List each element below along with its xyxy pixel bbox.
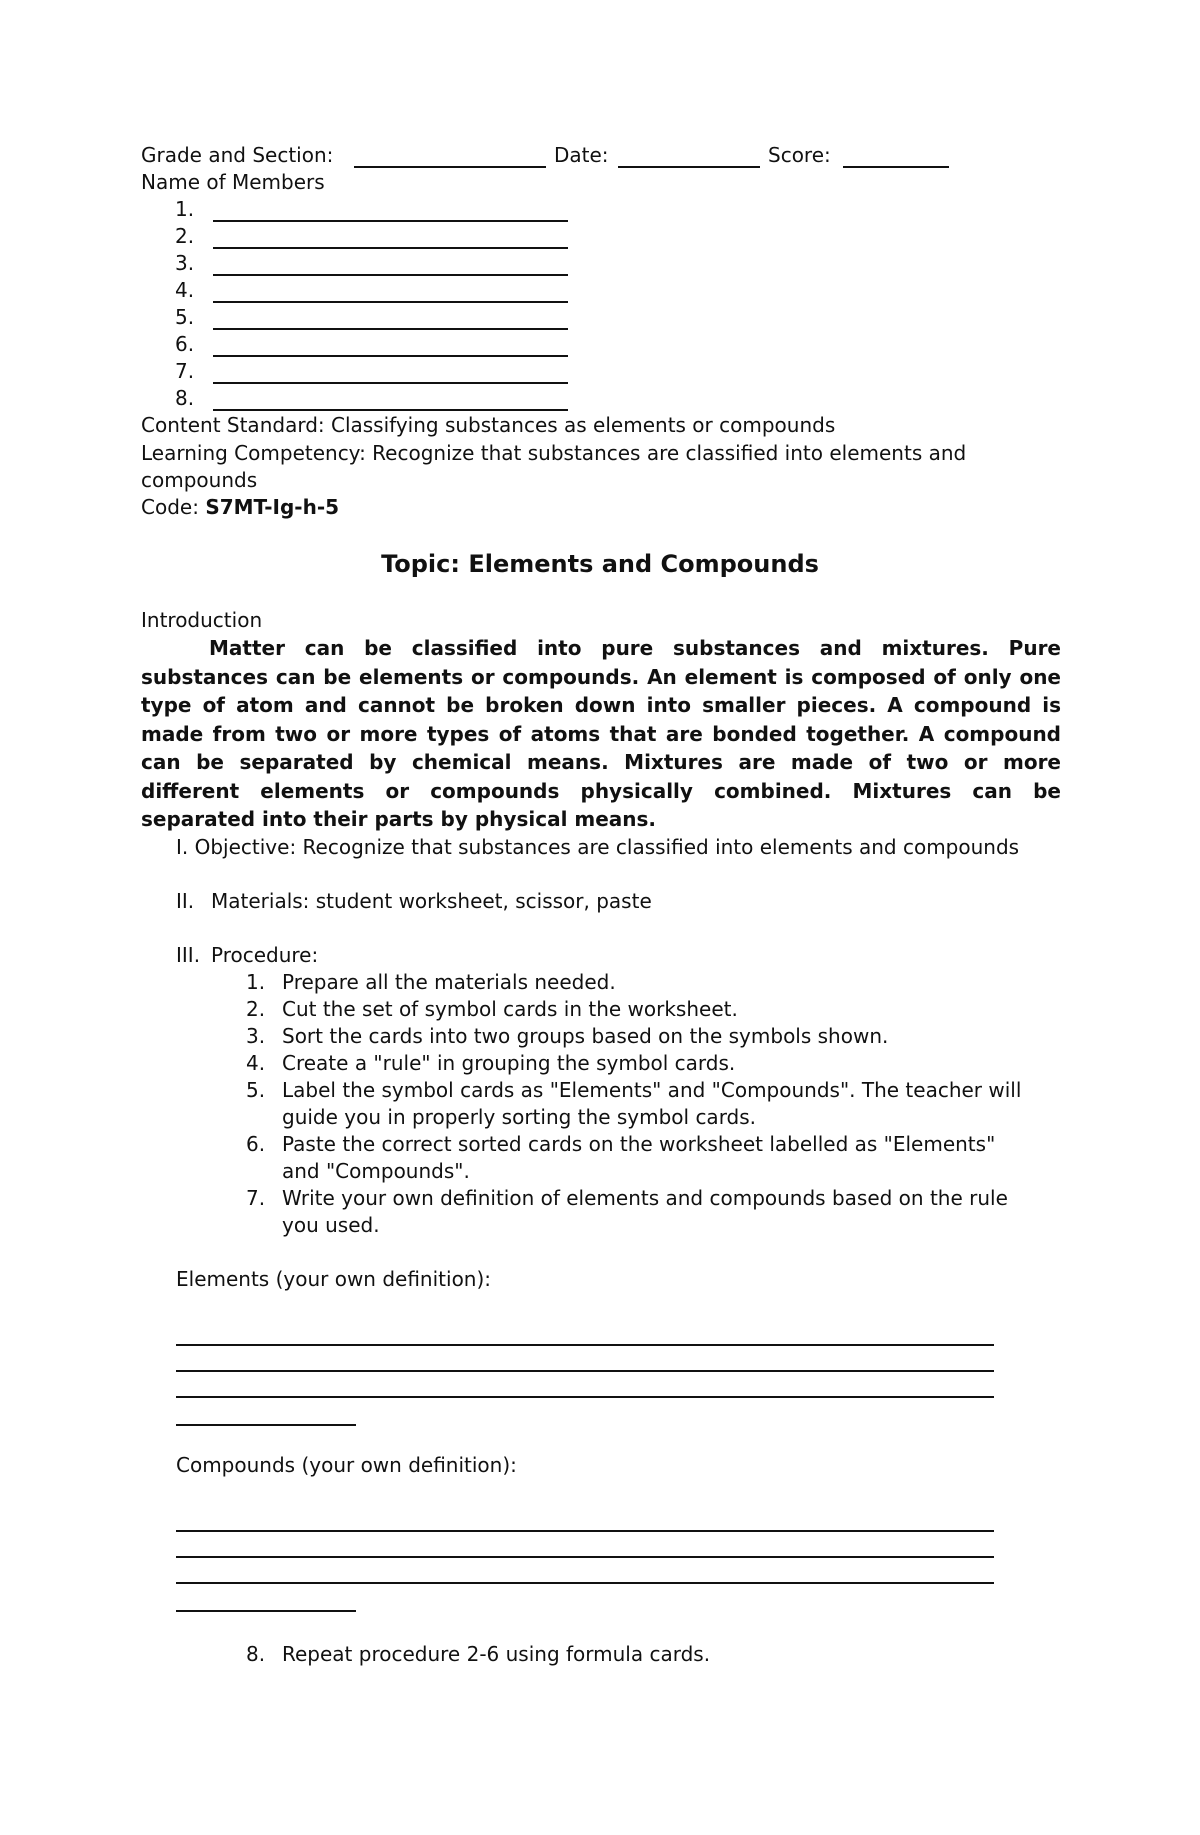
procedure-label: Procedure: (211, 943, 319, 967)
step-number: 3. (246, 1024, 266, 1048)
date-label: Date: (554, 143, 609, 167)
member-blank[interactable] (213, 355, 568, 357)
member-blank[interactable] (213, 274, 568, 276)
member-number: 1. (175, 197, 195, 221)
materials-number: II. (176, 889, 195, 913)
topic-title: Topic: Elements and Compounds (381, 550, 819, 578)
member-blank[interactable] (213, 247, 568, 249)
step-text: Repeat procedure 2-6 using formula cards. (282, 1642, 711, 1666)
step-text: Write your own definition of elements and compounds based on the rule (282, 1186, 1008, 1210)
member-number: 6. (175, 332, 195, 356)
grade-section-blank[interactable] (354, 166, 546, 168)
score-blank[interactable] (843, 166, 949, 168)
step-number: 8. (246, 1642, 266, 1666)
member-blank[interactable] (213, 328, 568, 330)
grade-section-label: Grade and Section: (141, 143, 334, 167)
step-text-cont: guide you in properly sorting the symbol cards. (282, 1105, 757, 1129)
step-number: 6. (246, 1132, 266, 1156)
step-text: Prepare all the materials needed. (282, 970, 616, 994)
compounds-answer-line[interactable] (176, 1556, 994, 1558)
step-number: 2. (246, 997, 266, 1021)
elements-answer-line[interactable] (176, 1344, 994, 1346)
code-value: S7MT-Ig-h-5 (205, 495, 340, 519)
procedure-number: III. (176, 943, 201, 967)
compounds-answer-line[interactable] (176, 1582, 994, 1584)
elements-answer-line[interactable] (176, 1370, 994, 1372)
materials-text: Materials: student worksheet, scissor, paste (211, 889, 652, 913)
content-standard: Content Standard: Classifying substances as elements or compounds (141, 413, 836, 437)
step-text-cont: you used. (282, 1213, 380, 1237)
member-number: 5. (175, 305, 195, 329)
member-number: 4. (175, 278, 195, 302)
intro-heading: Introduction (141, 608, 263, 632)
score-label: Score: (768, 143, 831, 167)
step-number: 7. (246, 1186, 266, 1210)
step-text: Create a "rule" in grouping the symbol cards. (282, 1051, 736, 1075)
elements-answer-line[interactable] (176, 1424, 356, 1426)
member-blank[interactable] (213, 301, 568, 303)
code-line (141, 494, 339, 521)
date-blank[interactable] (618, 166, 760, 168)
member-blank[interactable] (213, 220, 568, 222)
compounds-answer-line[interactable] (176, 1610, 356, 1612)
member-number: 3. (175, 251, 195, 275)
elements-definition-label: Elements (your own definition): (176, 1267, 492, 1291)
member-blank[interactable] (213, 382, 568, 384)
compounds-answer-line[interactable] (176, 1530, 994, 1532)
step-text-cont: and "Compounds". (282, 1159, 470, 1183)
member-number: 7. (175, 359, 195, 383)
member-number: 8. (175, 386, 195, 410)
members-label: Name of Members (141, 170, 325, 194)
code-label: Code: (141, 495, 199, 519)
step-number: 1. (246, 970, 266, 994)
compounds-definition-label: Compounds (your own definition): (176, 1453, 517, 1477)
step-text: Label the symbol cards as "Elements" and "Compounds". The teacher will (282, 1078, 1022, 1102)
step-number: 4. (246, 1051, 266, 1075)
step-number: 5. (246, 1078, 266, 1102)
member-blank[interactable] (213, 409, 568, 411)
objective: I. Objective: Recognize that substances are classified into elements and compounds (176, 835, 1020, 859)
learning-competency-cont: compounds (141, 468, 258, 492)
intro-paragraph: Matter can be classified into pure substances and mixtures. Pure substances can be elements or compounds. An element is composed of only one type of atom and cannot be broken down into smaller pieces. A compound is made from two or more types of atoms that are bonded together. A compound can be separated by chemical means. Mixtures are made of two or more different elements or compounds physically combined. Mixtures can be separated into their parts by physical means. (141, 636, 1061, 831)
learning-competency: Learning Competency: Recognize that substances are classified into elements and (141, 441, 967, 465)
elements-answer-line[interactable] (176, 1396, 994, 1398)
step-text: Cut the set of symbol cards in the worksheet. (282, 997, 738, 1021)
step-text: Paste the correct sorted cards on the worksheet labelled as "Elements" (282, 1132, 996, 1156)
step-text: Sort the cards into two groups based on the symbols shown. (282, 1024, 889, 1048)
member-number: 2. (175, 224, 195, 248)
